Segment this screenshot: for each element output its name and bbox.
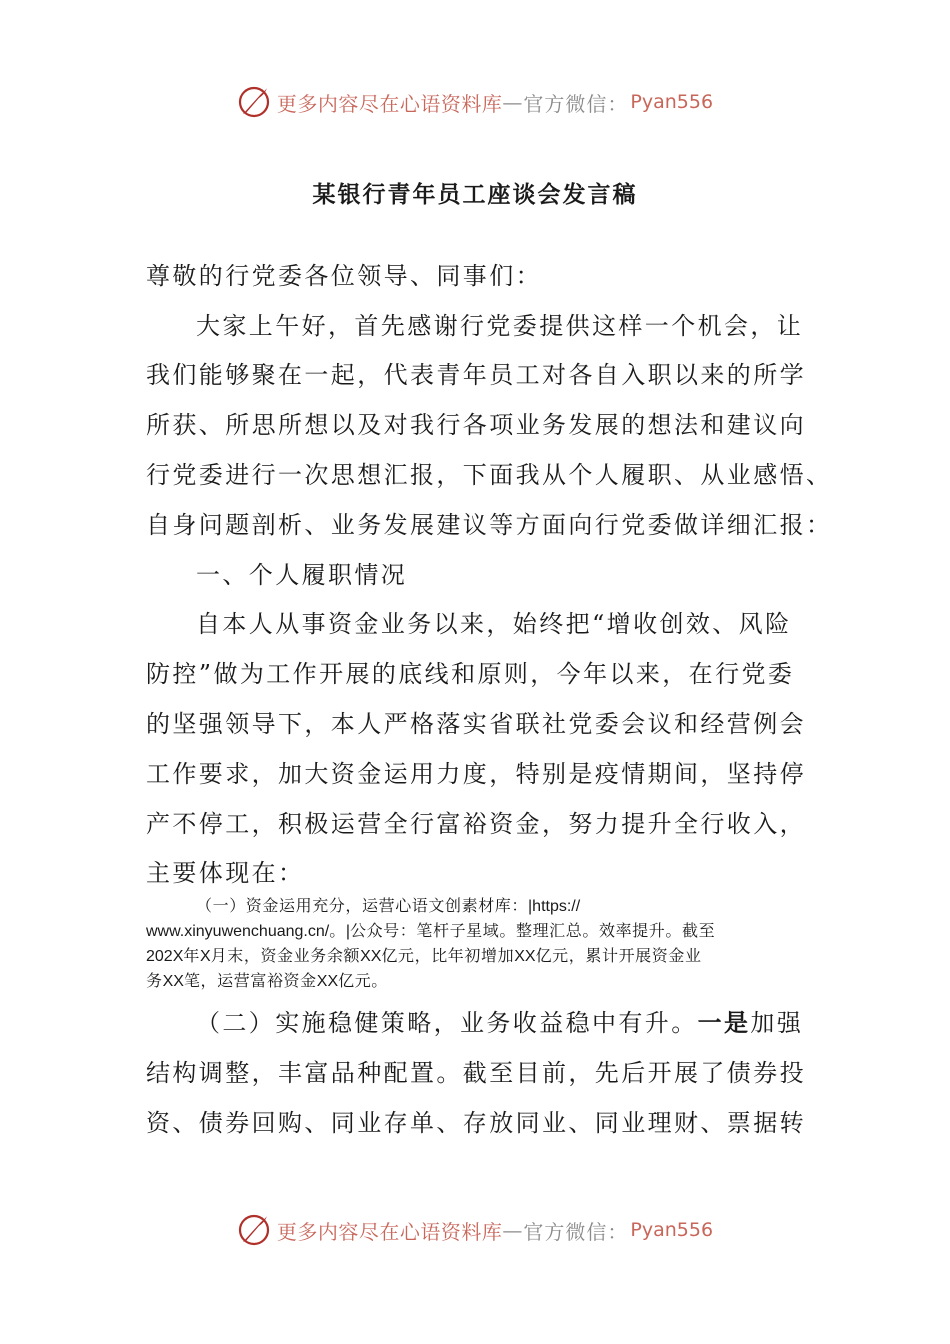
banner-official: 官方微信： — [523, 91, 629, 116]
header-watermark — [0, 82, 950, 122]
item1-line: （一）资金运用充分，运营心语文创素材库：|https:// — [196, 896, 581, 915]
item1-line: www.xinyuwenchuang.cn/。|公众号：笔杆子星域。整理汇总。效率提升。截至 — [146, 921, 716, 940]
para-line: 主要体现在： — [146, 859, 305, 887]
banner-dash: — — [502, 1218, 524, 1242]
document-title: 某银行青年员工座谈会发言稿 — [312, 181, 638, 208]
item1-line: 202X年X月末，资金业务余额XX亿元，比年初增加XX亿元，累计开展资金业 — [146, 946, 702, 965]
section-heading: 一、个人履职情况 — [196, 561, 408, 589]
banner-main-text: 更多内容尽在心语资料库 — [276, 1219, 503, 1244]
intro-line: 我们能够聚在一起，代表青年员工对各自入职以来的所学 — [146, 361, 806, 389]
salutation: 尊敬的行党委各位领导、同事们： — [146, 262, 542, 290]
banner-account: Pyan556 — [630, 91, 714, 113]
emphasis-first: 一是 — [697, 1008, 751, 1037]
item2-line: 资、债券回购、同业存单、存放同业、同业理财、票据转 — [146, 1109, 806, 1137]
item2-line: 结构调整，丰富品种配置。截至目前，先后开展了债券投 — [146, 1059, 806, 1087]
intro-line: 所获、所思所想以及对我行各项业务发展的想法和建议向 — [146, 411, 806, 439]
banner-dash: — — [502, 90, 524, 114]
para-line: 自本人从事资金业务以来，始终把“增收创效、风险 — [196, 610, 792, 638]
item1-line: 务XX笔，运营富裕资金XX亿元。 — [146, 971, 388, 990]
para-line: 产不停工，积极运营全行富裕资金，努力提升全行收入， — [146, 810, 806, 838]
banner-main-text: 更多内容尽在心语资料库 — [276, 91, 503, 116]
quill-logo-icon — [237, 1213, 271, 1247]
para-line: 的坚强领导下，本人严格落实省联社党委会议和经营例会 — [146, 710, 806, 738]
para-line: 工作要求，加大资金运用力度，特别是疫情期间，坚持停 — [146, 760, 806, 788]
quill-logo-icon — [237, 85, 271, 119]
intro-line: 行党委进行一次思想汇报，下面我从个人履职、从业感悟、 — [146, 461, 833, 489]
banner-account: Pyan556 — [630, 1219, 714, 1241]
item2-line: （二）实施稳健策略，业务收益稳中有升。一是加强 — [196, 1008, 804, 1037]
intro-line: 自身问题剖析、业务发展建议等方面向行党委做详细汇报： — [146, 511, 833, 539]
para-line: 防控”做为工作开展的底线和原则，今年以来，在行党委 — [146, 660, 795, 688]
banner-official: 官方微信： — [523, 1219, 629, 1244]
footer-watermark — [0, 1210, 950, 1250]
intro-line: 大家上午好，首先感谢行党委提供这样一个机会，让 — [196, 312, 804, 340]
